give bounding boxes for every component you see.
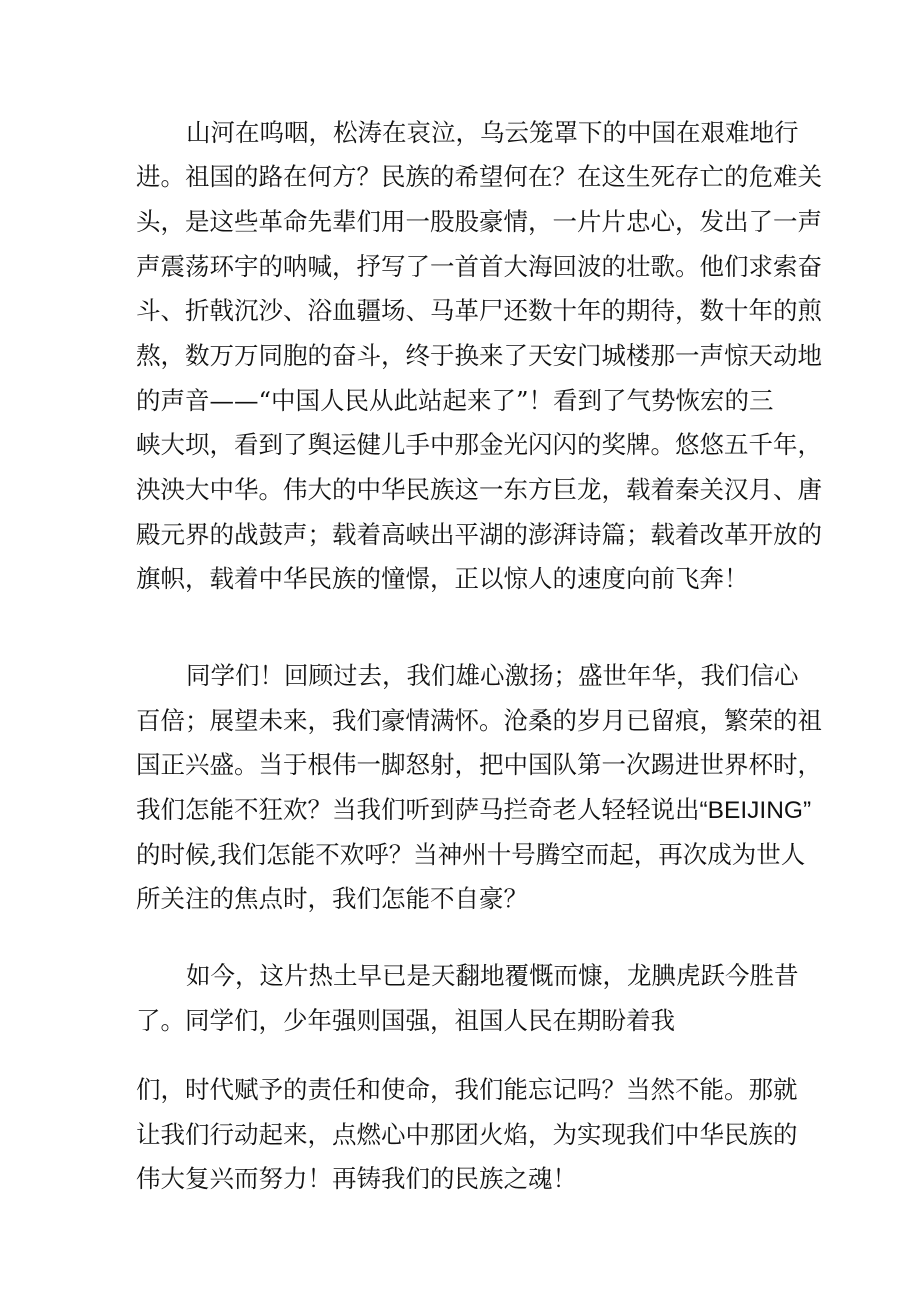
paragraph-1-line-11: 旗帜，载着中华民族的憧憬，正以惊人的速度向前飞奔！ [136,564,749,593]
paragraph-2-line-5: 的时候,我们怎能不欢呼？当神州十号腾空而起，再次成为世人 [136,840,806,869]
paragraph-4-line-1: 们，时代赋予的责任和使命，我们能忘记吗？当然不能。那就 [136,1075,798,1104]
paragraph-1-line-9: 泱泱大中华。伟大的中华民族这一东方巨龙，载着秦关汉月、唐 [136,475,822,504]
paragraph-2-line-4-text: 我们怎能不狂欢？当我们听到萨马拦奇老人轻轻说出 [136,795,700,824]
paragraph-1-line-5: 斗、折戟沉沙、浴血疆场、马革尸还数十年的期待，数十年的煎 [136,296,822,325]
paragraph-1-line-1: 山河在呜咽，松涛在哀泣，乌云笼罩下的中国在艰难地行 [186,118,799,147]
paragraph-2-line-1: 同学们！回顾过去，我们雄心激扬；盛世年华，我们信心 [186,661,799,690]
beijing-quote: “BEIJING” [699,797,812,824]
paragraph-4-line-2: 让我们行动起来，点燃心中那团火焰，为实现我们中华民族的 [136,1120,798,1149]
paragraph-1-line-4: 声震荡环宇的呐喊，抒写了一首首大海回波的壮歌。他们求索奋 [136,252,822,281]
paragraph-3-line-2: 了。同学们，少年强则国强，祖国人民在期盼着我 [136,1006,675,1035]
paragraph-1-line-3: 头，是这些革命先辈们用一股股豪情，一片片忠心，发出了一声 [136,207,822,236]
paragraph-1-line-2: 进。祖国的路在何方？民族的希望何在？在这生死存亡的危难关 [136,162,822,191]
paragraph-2-line-6: 所关注的焦点时，我们怎能不自豪？ [136,884,528,913]
paragraph-2-line-2: 百倍；展望未来，我们豪情满怀。沧桑的岁月已留痕，繁荣的祖 [136,706,822,735]
paragraph-1-line-10: 殿元界的战鼓声；载着高峡出平湖的澎湃诗篇；载着改革开放的 [136,520,822,549]
paragraph-3-line-1: 如今，这片热土早已是天翻地覆慨而慷，龙腆虎跃今胜昔 [186,961,799,990]
paragraph-2-line-4 [136,791,812,829]
paragraph-2-line-3: 国正兴盛。当于根伟一脚怒射，把中国队第一次踢进世界杯时， [136,750,822,779]
paragraph-1-line-7: 的声音——“中国人民从此站起来了”！看到了气势恢宏的三 [136,386,774,415]
paragraph-4-line-3: 伟大复兴而努力！再铸我们的民族之魂！ [136,1164,577,1193]
paragraph-1-line-6: 熬，数万万同胞的奋斗，终于换来了天安门城楼那一声惊天动地 [136,341,822,370]
paragraph-1-line-8: 峡大坝，看到了舆运健儿手中那金光闪闪的奖牌。悠悠五千年， [136,430,822,459]
